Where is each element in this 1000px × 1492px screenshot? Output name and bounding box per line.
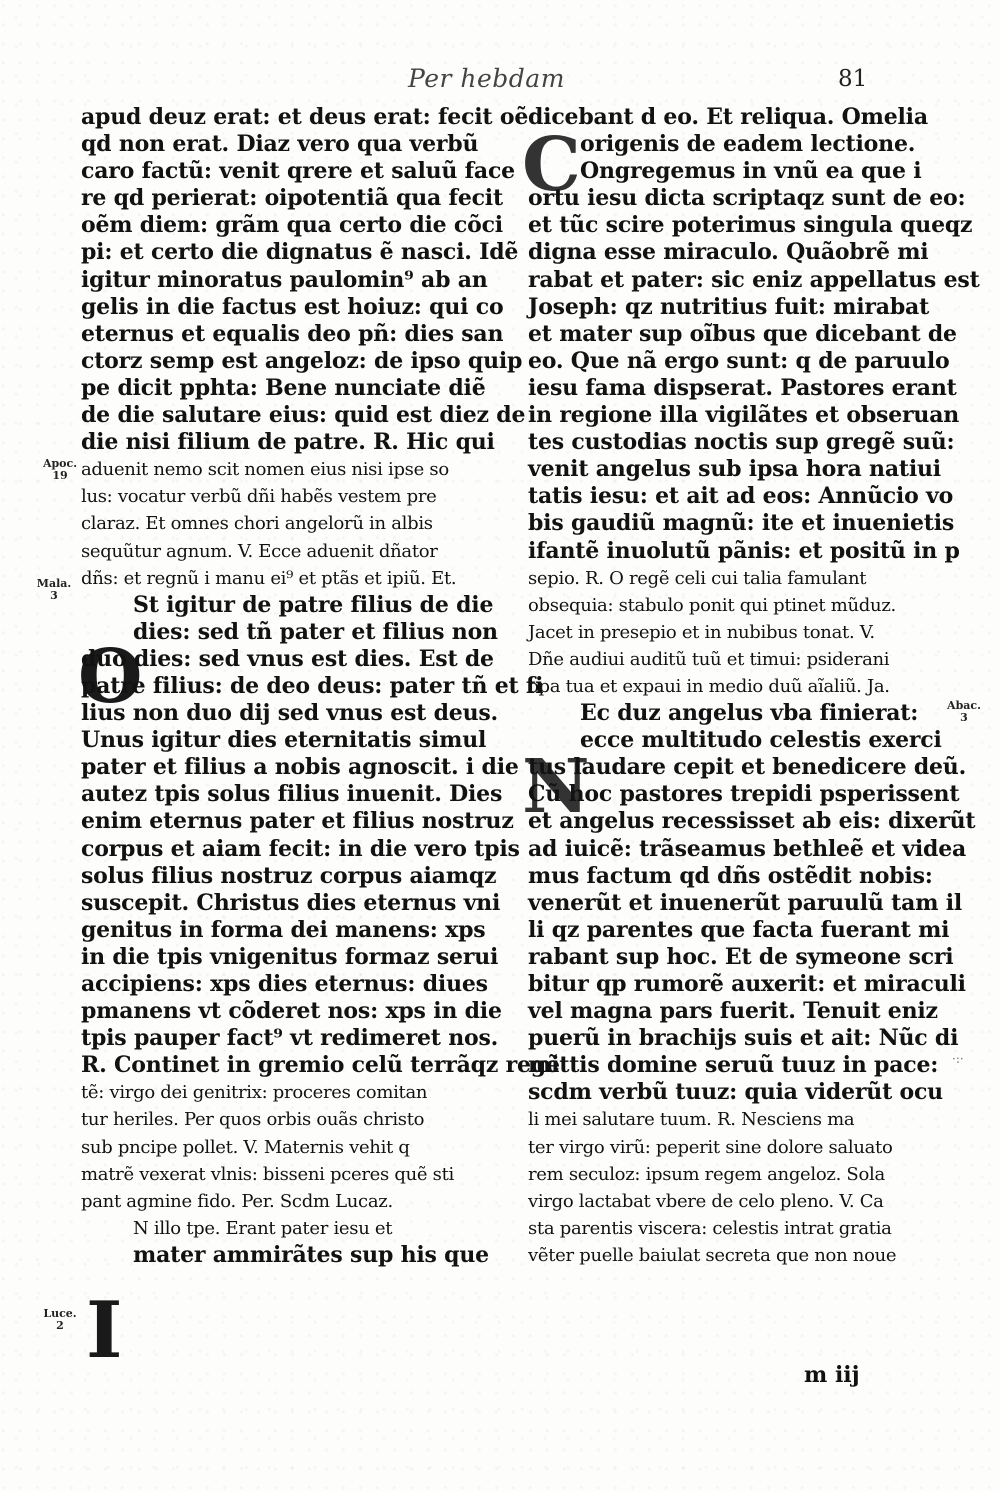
text-line: pi: et certo die dignatus ẽ nasci. Idẽ [81, 239, 519, 266]
text-line: puerũ in brachijs suis et ait: Nũc di [528, 1025, 959, 1052]
text-line: li qz parentes que facta fuerant mi [528, 916, 950, 943]
text-line: digna esse miraculo. Quãobrẽ mi [528, 239, 929, 266]
text-line: lus: vocatur verbũ dñi habẽs vestem pre [81, 486, 437, 508]
text-line: tes custodias noctis sup gregẽ suũ: [528, 429, 955, 456]
text-line: opa tua et expaui in medio duũ aĩaliũ. Ja. [528, 675, 890, 697]
text-line: iesu fama dispserat. Pastores erant [528, 374, 957, 401]
margin-note-luce: Luce. 2 [43, 1307, 77, 1332]
running-head: Per hebdam [408, 64, 565, 93]
text-line: Dñe audiui auditũ tuũ et timui: psiderani [528, 648, 890, 670]
text-line: et mater sup oĩbus que dicebant de [528, 320, 957, 347]
text-line: ifantẽ inuolutũ pãnis: et positũ in p [528, 537, 960, 564]
text-line: St igitur de patre filius de die [133, 591, 494, 618]
text-line: Jacet in presepio et in nubibus tonat. V. [528, 621, 875, 643]
text-line: enim eternus pater et filius nostruz [81, 808, 514, 835]
text-line: lius non duo dij sed vnus est deus. [81, 700, 499, 727]
text-line: tus laudare cepit et benedicere deũ. [528, 754, 967, 781]
text-line: rabant sup hoc. Et de symeone scri [528, 943, 954, 970]
initial-letter-o: O [78, 634, 143, 720]
text-line: aduenit nemo scit nomen eius nisi ipse so [81, 459, 449, 481]
text-line: mater ammirãtes sup his que [133, 1241, 489, 1268]
text-line: apud deuz erat: et deus erat: fecit oẽ [81, 104, 529, 130]
text-line: venit angelus sub ipsa hora natiui [528, 456, 941, 483]
text-line: suscepit. Christus dies eternus vni [81, 889, 501, 916]
text-line: Joseph: qz nutritius fuit: mirabat [528, 293, 930, 320]
text-line: genitus in forma dei manens: xps [81, 916, 486, 943]
text-line: accipiens: xps dies eternus: diues [81, 971, 488, 997]
text-line: Unus igitur dies eternitatis simul [81, 727, 487, 754]
text-line: et angelus recessisset ab eis: dixerũt [528, 808, 976, 835]
signature-mark: m iij [804, 1362, 860, 1388]
text-line: claraz. Et omnes chori angelorũ in albis [81, 513, 433, 535]
text-line: tatis iesu: et ait ad eos: Annũcio vo [528, 483, 954, 510]
text-line: scdm verbũ tuuz: quia viderũt ocu [528, 1079, 943, 1106]
text-line: pe dicit pphta: Bene nunciate diẽ [81, 374, 486, 401]
text-line: vel magna pars fuerit. Tenuit eniz [528, 998, 938, 1025]
text-line: ecce multitudo celestis exerci [580, 727, 942, 754]
initial-letter-c: C [522, 122, 581, 208]
text-line: origenis de eadem lectione. [580, 131, 916, 158]
text-line: R. Continet in gremio celũ terrãqz regẽ [81, 1052, 560, 1079]
text-line: tẽ: virgo dei genitrix: proceres comitan [81, 1082, 428, 1104]
text-line: de die salutare eius: quid est diez de [81, 402, 526, 429]
text-line: et tũc scire poterimus singula queqz [528, 212, 973, 239]
text-line: autez tpis solus filius inuenit. Dies [81, 781, 503, 808]
text-line: in die tpis vnigenitus formaz serui [81, 943, 499, 970]
text-line: sepio. R. O regẽ celi cui talia famulant [528, 567, 867, 589]
text-line: re qd perierat: oipotentiã qua fecit [81, 185, 503, 212]
text-line: N illo tpe. Erant pater iesu et [133, 1217, 393, 1239]
text-line: tur heriles. Per quos orbis ouãs christo [81, 1109, 425, 1131]
text-line: obsequia: stabulo ponit qui ptinet mũduz. [528, 594, 896, 616]
text-line: matrẽ vexerat vlnis: bisseni pceres quẽ sti [81, 1163, 454, 1185]
text-line: sub pncipe pollet. V. Maternis vehit q [81, 1136, 410, 1158]
text-line: venerũt et inuenerũt paruulũ tam il [528, 889, 963, 916]
text-line: corpus et aiam fecit: in die vero tpis [81, 835, 520, 862]
text-line: ter virgo virũ: peperit sine dolore saluato [528, 1136, 893, 1158]
left-text-column [81, 104, 560, 1269]
text-line: dñs: et regnũ i manu ei⁹ et ptãs et ipiũ. Et. [81, 567, 457, 589]
text-line: rabat et pater: sic eniz appellatus est [528, 266, 980, 293]
text-line: eternus et equalis deo pñ: dies san [81, 320, 504, 347]
text-line: igitur minoratus paulomin⁹ ab an [81, 266, 488, 293]
text-line: virgo lactabat vbere de celo pleno. V. Ca [528, 1190, 884, 1212]
margin-speck: ·:· [952, 1052, 964, 1066]
text-line: ctorz semp est angeloz: de ipso quip [81, 347, 523, 374]
text-line: rem seculoz: ipsum regem angeloz. Sola [528, 1163, 885, 1185]
text-line: pater et filius a nobis agnoscit. i die [81, 754, 519, 781]
text-line: caro factũ: venit qrere et saluũ face [81, 158, 515, 185]
text-line: dies: sed tñ pater et filius non [133, 618, 498, 645]
initial-letter-i: I [86, 1285, 123, 1376]
text-line: die nisi filium de patre. R. Hic qui [81, 429, 495, 456]
text-line: eo. Que nã ergo sunt: q de paruulo [528, 347, 950, 374]
text-line: oẽm diem: grãm qua certo die cõci [81, 212, 503, 239]
text-line: Ongregemus in vnũ ea que i [580, 158, 922, 185]
text-line: mittis domine seruũ tuuz in pace: [528, 1052, 939, 1079]
text-line: mus factum qd dñs ostẽdit nobis: [528, 862, 933, 889]
text-line: qd non erat. Diaz vero qua verbũ [81, 131, 479, 158]
text-line: tpis pauper fact⁹ vt redimeret nos. [81, 1025, 499, 1052]
margin-note-apoc: Apoc. 19 [42, 457, 78, 482]
text-line: li mei salutare tuum. R. Nesciens ma [528, 1109, 855, 1131]
text-line: dicebant d eo. Et reliqua. Omelia [528, 104, 928, 130]
text-line: Cũ hoc pastores trepidi psperissent [528, 781, 960, 808]
text-line: gelis in die factus est hoiuz: qui co [81, 293, 504, 320]
text-line: ad iuicẽ: trãseamus bethleẽ et videa [528, 835, 967, 862]
text-line: bitur qp rumorẽ auxerit: et miraculi [528, 971, 966, 997]
text-line: solus filius nostruz corpus aiamqz [81, 862, 497, 889]
text-line: duo dies: sed vnus est dies. Est de [81, 645, 494, 672]
margin-note-abac: Abac. 3 [947, 699, 981, 724]
text-line: in regione illa vigilãtes et obseruan [528, 402, 960, 429]
page-number: 81 [838, 66, 868, 92]
text-line: vẽter puelle baiulat secreta que non noue [528, 1244, 897, 1266]
text-line: pmanens vt cõderet nos: xps in die [81, 998, 502, 1025]
text-line: pant agmine fido. Per. Scdm Lucaz. [81, 1190, 393, 1212]
margin-note-mala: Mala. 3 [36, 577, 72, 602]
text-line: sta parentis viscera: celestis intrat gratia [528, 1217, 892, 1239]
text-line: Ec duz angelus vba finierat: [580, 700, 919, 727]
text-line: patre filius: de deo deus: pater tñ et fi [81, 672, 544, 699]
text-line: bis gaudiũ magnũ: ite et inuenietis [528, 510, 955, 537]
initial-letter-n: N [522, 744, 590, 830]
text-line: sequũtur agnum. V. Ecce aduenit dñator [81, 540, 438, 562]
text-line: ortu iesu dicta scriptaqz sunt de eo: [528, 185, 966, 212]
